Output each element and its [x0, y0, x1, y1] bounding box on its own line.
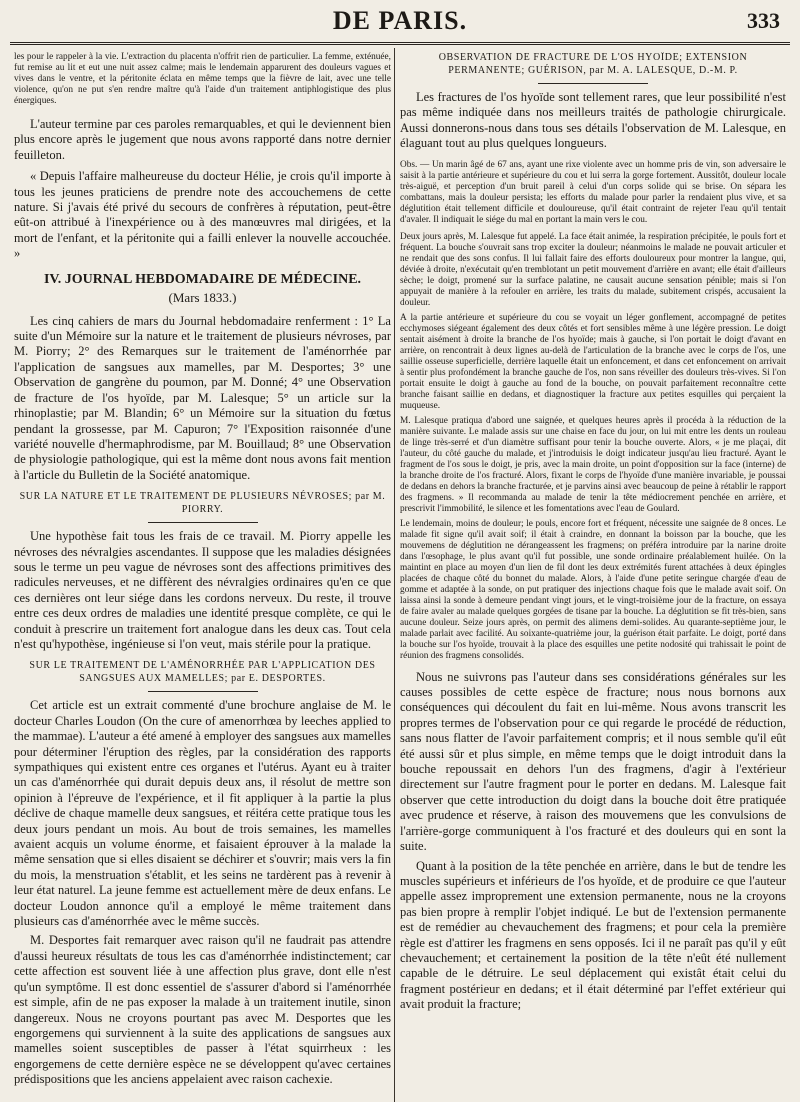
paragraph: Les cinq cahiers de mars du Journal hebdomadaire renferment : 1° La suite d'un Mémoire sur la nature et le traitement de plusieurs névroses, par M. Piorry; 2° des Remarques sur le traitement de l'aménorrhée par l'application de sangsues aux mamelles, par M. Desportes; 3° une Observation de gangrène du poumon, par M. Donné; 4° une Observation de fracture de l'os hyoïde, par M. Lalesque; 5° un article sur la rhinoplastie; par M. Blandin; 6° un Mémoire sur la situation du fœtus pendant la grossesse, par M. Capuron; 7° l'Exposition raisonnée d'une variété nouvelle d'hermaphrodisme, par M. Bouillaud; 8° une Observation de physiologie pathologique, qui est la même dont nous avons fait mention à l'article du Bulletin de la Société anatomique.	[14, 313, 391, 482]
page-header	[0, 0, 800, 48]
observation-paragraph: Obs. — Un marin âgé de 67 ans, ayant une rixe violente avec un homme pris de vin, son adversaire le saisit à la partie antérieure et supérieure du cou et lui serra la gorge fortement. Aussitôt, douleur locale très-aiguë, et perception d'un bruit pareil à celui d'un corps solide qui se brise. On sépara les combattans, mais la douleur persista; les efforts du malade pour parler la rendaient plus vive, et sa déglutition était tellement difficile et douloureuse, qu'il était contraint de rejeter l'eau qu'il tentait d'avaler. Il indiquait le siége du mal en portant la main vers le cou.	[400, 159, 786, 225]
paragraph: les pour le rappeler à la vie. L'extraction du placenta n'offrit rien de particulier. La femme, exténuée, fut remise au lit et eut une nuit assez calme; mais le lendemain apparurent des douleurs vagues et vives dans le ventre, et la péritonite éclata en même temps que la fièvre de lait, avec une telle violence, qu'on ne put s'en rendre maître qu'à l'aide d'un traitement antiphlogistique des plus énergiques.	[14, 52, 391, 106]
observation-paragraph: M. Lalesque pratiqua d'abord une saignée, et quelques heures après il procéda à la réduction de la manière suivante. Le malade assis sur une chaise en face du jour, on lui mit entre les dents un rouleau de linge très-serré et d'un diamètre suffisant pour tenir la bouche ouverte. Alors, « je me plaçai, dit l'auteur, du côté gauche du malade, et j'introduisis le doigt indicateur jusqu'au lieu fracturé. Ayant le fragment de l'os sous le doigt, je pris, avec la main droite, un point d'opposition sur la face (interne) de la branche droite de l'os fracturé. Alors, fixant le corps de l'hyoïde d'une manière invariable, je poussai de dedans en dehors la branche fracturée, et je parvins ainsi avec beaucoup de peine à rétablir le rapport des fragmens. » Il recommanda au malade de tenir la tête médiocrement penchée en arrière, et prescrivit l'immobilité, le silence et les fomentations avec l'eau de Goulard.	[400, 415, 786, 514]
paragraph: Nous ne suivrons pas l'auteur dans ses considérations générales sur les causes possibles de cette espèce de fracture; nous nous bornons aux conséquences qui découlent du fait en lui-même. Nous avons transcrit les propres termes de l'observation pour ce qui regarde le procédé de réduction, sans nous flatter de l'avoir parfaitement compris; et il nous semble qu'il eût été aussi sûr et plus simple, en même temps que le doigt introduit dans la bouche repoussait en dehors l'un des fragmens, d'agir à l'extérieur directement sur l'autre fragment pour le porter en dedans. M. Lalesque fait observer que cette introduction du doigt dans la bouche doit être pratiquée avec prudence et réserve, à raison des mouvemens que les convulsions de l'arrière-gorge communiquent à l'os fracturé et des douleurs qui en sont la suite.	[400, 669, 786, 854]
observation-paragraph: A la partie antérieure et supérieure du cou se voyait un léger gonflement, accompagné de petites ecchymoses siégeant également des deux côtés et fort sensibles même à une légère pression. Le doigt sentait aisément à droite la branche de l'os hyoïde; mais à gauche, si l'on portait le doigt d'avant en arrière, on rencontrait à deux lignes au-delà de l'articulation de la branche avec le corps de l'os, une saillie osseuse superficielle, derrière laquelle était un enfoncement, et dans cet enfoncement on arrivait à sentir plus profondément la branche gauche de l'os, non sans réveiller des douleurs très-vives. Si l'on portait ensuite le doigt à gauche au fond de la bouche, on pouvait parfaitement reconnaître cette branche faisant saillie en dedans, et diagnostiquer la fracture aux petites esquilles qui perçaient la muqueuse.	[400, 312, 786, 411]
heading-rule	[148, 691, 258, 692]
section-heading: IV. JOURNAL HEBDOMADAIRE DE MÉDECINE.	[43, 271, 362, 287]
right-column	[400, 52, 786, 1098]
observation-paragraph: Deux jours après, M. Lalesque fut appelé. La face était animée, la respiration précipitée, le pouls fort et fréquent. La bouche s'ouvrait sans trop exciter la douleur; néanmoins le malade ne pouvait articuler et ne rendait que des sons confus. Il lui fallait faire des efforts douloureux pour montrer la langue, qui, déviée à droite, n'exécutait qu'en tremblotant un petit mouvement d'arrière en avant; elle était d'ailleurs sèche; le doigt, promené sur la surface palatine, ne causait aucune sensation pénible; mais si l'on appuyait de manière à la refouler en arrière, les traits du malade, subitement crispés, accusaient la douleur.	[400, 231, 786, 308]
article-heading: SUR LE TRAITEMENT DE L'AMÉNORRHÉE PAR L'APPLICATION DES SANGSUES AUX MAMELLES; par E. DESPORTES.	[29, 660, 376, 684]
article-heading: SUR LA NATURE ET LE TRAITEMENT DE PLUSIEURS NÉVROSES; par M. PIORRY.	[19, 491, 386, 515]
left-column	[14, 52, 391, 1098]
column-divider	[394, 48, 395, 1102]
page-number: 333	[747, 8, 780, 33]
observation-paragraph: Le lendemain, moins de douleur; le pouls, encore fort et fréquent, nécessite une saignée de 8 onces. Le malade fit signe qu'il avait soif; il était à craindre, en donnant la boisson par la bouche, que les mouvemens de déglutition ne dérangeassent les fragmens; on préféra introduire par la narine droite dans l'œsophage, le plus avant qu'il fut possible, une sonde ordinaire préalablement huilée. On la maintint en place au moyen d'un lien de fil dont les deux extrémités furent attachées à deux épingles placées de chaque côté du bonnet du malade. Alors, à l'aide d'une petite seringue chargée d'eau de gomme et adaptée à la sonde, on put pratiquer des injections chaque fois que le malade avait soif. On laissa ainsi la sonde à demeure pendant vingt jours, et le vingt-troisième jour de la fracture, on essaya de faire avaler au malade quelques gorgées de tisane par la bouche. La déglutition se fit très-bien, sans aucune douleur. Seize jours après, on permit des alimens demi-solides. Au quarante-septième jour, le malade parlait avec facilité. Au soixante-quatrième jour, la guérison était parfaite. Le doigt, porté dans la bouche sur l'os hyoïde, trouvait à la place des esquilles une petite nodosité qui trahissait le point de réunion des fragmens consolidés.	[400, 518, 786, 661]
article-heading: OBSERVATION DE FRACTURE DE L'OS HYOÏDE; EXTENSION PERMANENTE; GUÉRISON, par M. A. LALESQUE, D.-M. P.	[438, 52, 748, 76]
paragraph: Quant à la position de la tête penchée en arrière, dans le but de tendre les muscles supérieurs et inférieurs de l'os hyoïde, et de produire ce que l'auteur appelle assez improprement une extension permanente, nous ne la croyons pas bien propre à remplir l'objet indiqué. Le but de l'extension permanente est de remédier au chevauchement des fragmens; et pour cela la première règle est d'attirer les fragmens en sens opposés. Ici il ne paraît pas qu'il y eût chevauchement; et certainement la position de la tête n'eût été nullement capable de le détruire. Le seul déplacement qui existât était celui du fragment postérieur en dedans; et il était déterminé par l'effet extérieur qui avait produit la fracture;	[400, 858, 786, 1012]
paragraph: Les fractures de l'os hyoïde sont tellement rares, que leur possibilité n'est pas même indiquée dans nos meilleurs traités de pathologie chirurgicale. Aussi donnerons-nous dans tous ses détails l'observation de M. Lalesque, en élaguant tout au plus quelques longueurs.	[400, 90, 786, 151]
paragraph: M. Desportes fait remarquer avec raison qu'il ne faudrait pas attendre d'aussi heureux résultats de tous les cas d'aménorrhée indistinctement; car cette affection est souvent liée à une affection plus grave, dont elle n'est qu'un symptôme. Il est donc essentiel de s'assurer d'abord si l'aménorrhée est simple, afin de ne pas exposer la malade à un traitement inutile, sinon dangereux. Nous ne croyons pourtant pas avec M. Desportes que les engorgemens qui surviennent à la suite des applications de sangsues aux mamelles soient susceptibles de passer à l'état squirrheux : les engorgemens de cette dernière espèce ne se développent qu'avec certaines prédispositions que les anciens appelaient avec raison cachexie.	[14, 933, 391, 1087]
paragraph: Cet article est un extrait commenté d'une brochure anglaise de M. le docteur Charles Loudon (On the cure of amenorrhœa by leeches applied to the mammae). L'auteur a été amené à employer des sangsues aux mamelles pour déterminer l'éruption des règles, par la considération des rapports sympathiques qui existent entre ces organes et l'utérus. Ayant eu à traiter un cas d'aménorrhée qui durait depuis deux ans, il résolut de mettre son opinion à l'épreuve de l'expérience, et il fit appliquer à la partie la plus déclive de chaque mamelle deux sangsues, et réitéra cette pratique tous les deux jours pendant un mois. Au bout de trois semaines, les mamelles avaient acquis un volume énorme, et faisaient éprouver à la malade la même sensation que si elles disaient se déchirer et s'ouvrir; mais vers la fin du mois, la menstruation s'établit, et les seins ne tardèrent pas à revenir à leur état naturel. La jeune femme est actuellement mère de deux enfans. Le docteur Loudon annonce qu'il a employé le même traitement dans plusieurs cas d'aménorrhée avec le même succès.	[14, 698, 391, 929]
section-date: (Mars 1833.)	[168, 289, 237, 305]
quote-paragraph: « Depuis l'affaire malheureuse du docteur Hélie, je crois qu'il importe à tous les jeunes praticiens de prendre note des accouchemens de cette nature. Si j'avais été privé du secours de confrères à réputation, peut-être eût-on attribué à l'inexpérience ou à des manœuvres mal dirigées, et la mort de l'enfant, et la péritonite qui a failli enlever la nouvelle accouchée. »	[14, 169, 391, 261]
paragraph: Une hypothèse fait tous les frais de ce travail. M. Piorry appelle les névroses des névralgies ascendantes. Il suppose que les maladies désignées sous le terme un peu vague de névroses sont des affections primitives des radicules nerveuses, et ne diffèrent des névralgies ordinaires qu'en ce que ces dernières ont leur siége dans les cordons nerveux. Du reste, il trouve entre ces deux ordres de maladies une identité presque complète, ce qui le conduit à prescrire un traitement fort analogue dans les deux cas. Tout cela n'est qu'hypothèse, ingénieuse si l'on veut, mais stérile pour la pratique.	[14, 529, 391, 651]
running-title: DE PARIS.	[332, 6, 468, 35]
heading-rule	[148, 522, 258, 523]
heading-rule	[538, 83, 648, 84]
paragraph: L'auteur termine par ces paroles remarquables, et qui le deviennent bien plus encore après le jugement que nous avons rapporté dans notre dernier feuilleton.	[14, 117, 391, 162]
header-rule	[10, 42, 790, 45]
